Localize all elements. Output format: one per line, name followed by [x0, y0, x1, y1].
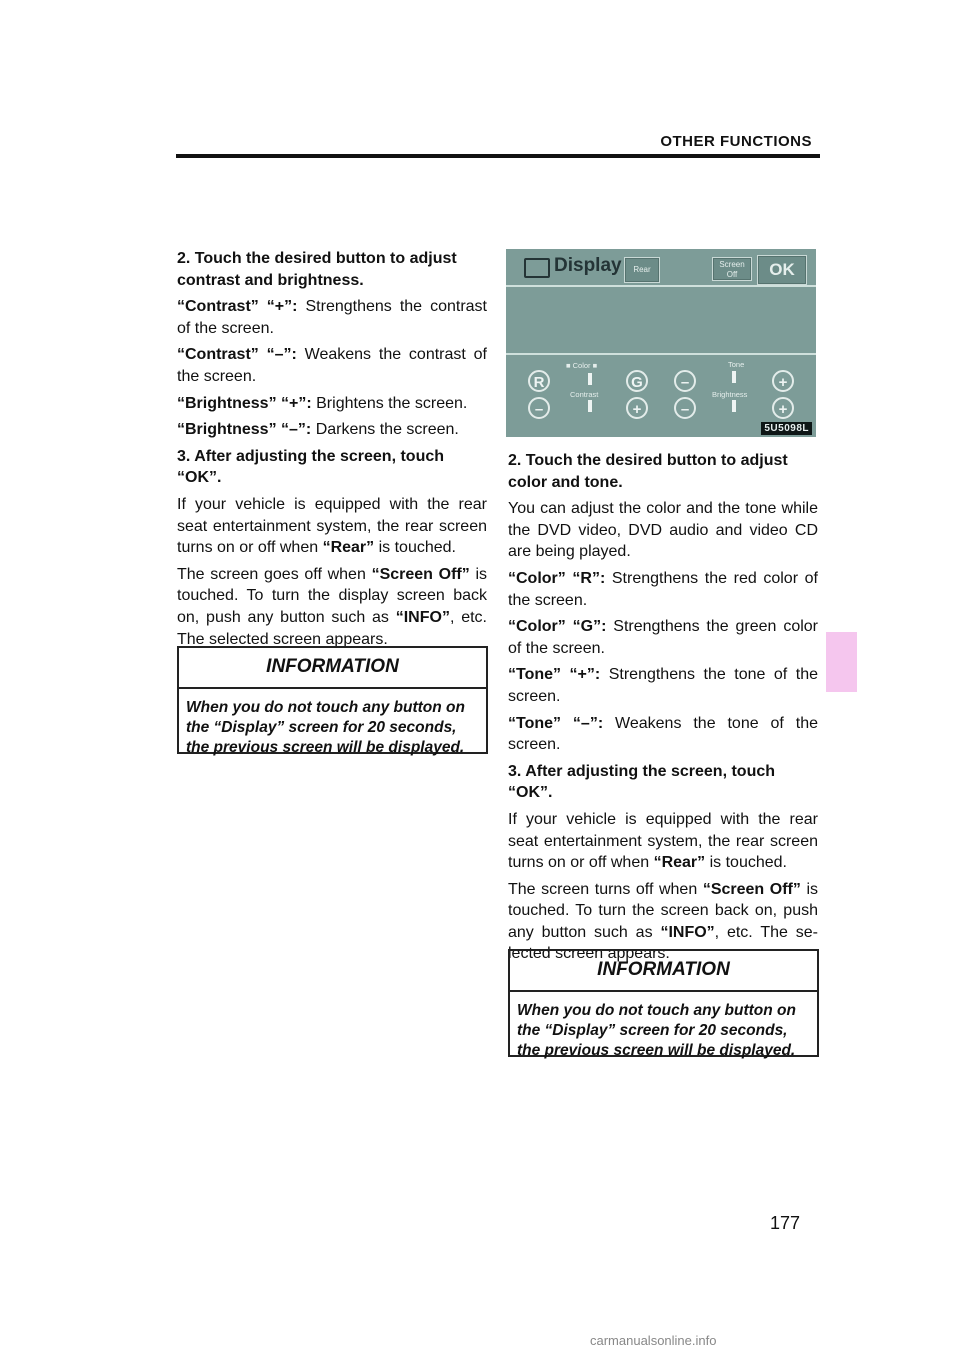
- ok-button[interactable]: OK: [757, 255, 807, 285]
- intro-paragraph: You can adjust the color and the tone while the DVD video, DVD audio and video CD are being played.: [508, 500, 818, 561]
- top-divider: [506, 285, 816, 287]
- item-tone-minus: “Tone” “–”: Weakens the tone of the screen.: [508, 714, 818, 754]
- color-g-button[interactable]: G: [626, 370, 648, 392]
- step-3-ok: 3. After adjusting the screen, touch “OK”.: [177, 447, 445, 487]
- contrast-plus-button[interactable]: +: [626, 397, 648, 419]
- step-3-ok-right: 3. After adjusting the screen, touch “OK”.: [508, 762, 776, 802]
- screen-off-paragraph: The screen goes off when “Screen Off” is touched. To turn the display screen back on, push any button such as “INFO”, etc. The selected screen appears.: [177, 565, 488, 648]
- left-column: [177, 248, 487, 655]
- brightness-plus-button[interactable]: +: [772, 397, 794, 419]
- color-level-bar: [588, 373, 592, 385]
- right-column: [508, 450, 818, 970]
- bottom-divider: [506, 353, 816, 355]
- rear-paragraph-right: If your vehicle is equipped with the rear seat entertainment system, the rear screen turns on or off when “Rear” is touched.: [508, 810, 818, 872]
- display-screen-illustration: [506, 249, 816, 437]
- chapter-side-tab: [826, 632, 857, 692]
- contrast-level-bar: [588, 400, 592, 412]
- information-text-right: When you do not touch any button on the “Display” screen for 20 seconds, the previous screen will be displayed.: [517, 1002, 796, 1059]
- header-rule: [176, 154, 820, 158]
- brightness-label: Brightness: [712, 390, 748, 399]
- screen-off-button[interactable]: Screen Off: [712, 257, 752, 281]
- information-box-left: [177, 646, 488, 754]
- item-tone-plus: “Tone” “+”: Strengthens the tone of the screen.: [508, 666, 818, 705]
- watermark: carmanualsonline.info: [590, 1333, 717, 1348]
- color-r-button[interactable]: R: [528, 370, 550, 392]
- screen-title: Display: [554, 255, 622, 276]
- rear-button[interactable]: Rear: [624, 257, 660, 283]
- tone-label: Tone: [728, 360, 745, 369]
- figure-code: 5U5098L: [761, 422, 812, 435]
- item-contrast-plus: “Contrast” “+”: Strengthens the contrast of the screen.: [177, 298, 487, 337]
- screen-off-paragraph-right: The screen turns off when “Screen Off” is touched. To turn the screen back on, push any button such as “INFO”, etc. The se-lected screen appears.: [508, 880, 819, 963]
- contrast-minus-button[interactable]: –: [528, 397, 550, 419]
- tone-minus-button[interactable]: –: [674, 370, 696, 392]
- item-color-r: “Color” “R”: Strengthens the red color of the screen.: [508, 569, 818, 609]
- contrast-label: Contrast: [570, 390, 599, 399]
- item-contrast-minus: “Contrast” “–”: Weakens the contrast of the screen.: [177, 346, 488, 385]
- information-text: When you do not touch any button on the “Display” screen for 20 seconds, the previous screen will be displayed.: [186, 699, 465, 756]
- rear-paragraph: If your vehicle is equipped with the rear seat entertainment system, the rear screen turns on or off when “Rear” is touched.: [177, 495, 487, 557]
- section-title: OTHER FUNCTIONS: [660, 133, 812, 150]
- brightness-level-bar: [732, 400, 736, 412]
- item-brightness-plus: “Brightness” “+”: Brightens the screen.: [177, 394, 468, 412]
- tone-plus-button[interactable]: +: [772, 370, 794, 392]
- page-number: 177: [770, 1213, 801, 1233]
- information-title: INFORMATION: [266, 656, 399, 677]
- window-icon: [524, 258, 550, 278]
- color-label: ■ Color ■: [566, 361, 598, 370]
- step-2-contrast: 2. Touch the desired button to adjust contrast and brightness.: [177, 250, 457, 289]
- brightness-minus-button[interactable]: –: [674, 397, 696, 419]
- information-title-right: INFORMATION: [597, 959, 730, 980]
- tone-level-bar: [732, 371, 736, 383]
- information-box-right: [508, 949, 819, 1057]
- item-brightness-minus: “Brightness” “–”: Darkens the screen.: [177, 421, 459, 439]
- item-color-g: “Color” “G”: Strengthens the green color of the screen.: [508, 618, 819, 657]
- step-2-color: 2. Touch the desired button to adjust color and tone.: [508, 452, 788, 491]
